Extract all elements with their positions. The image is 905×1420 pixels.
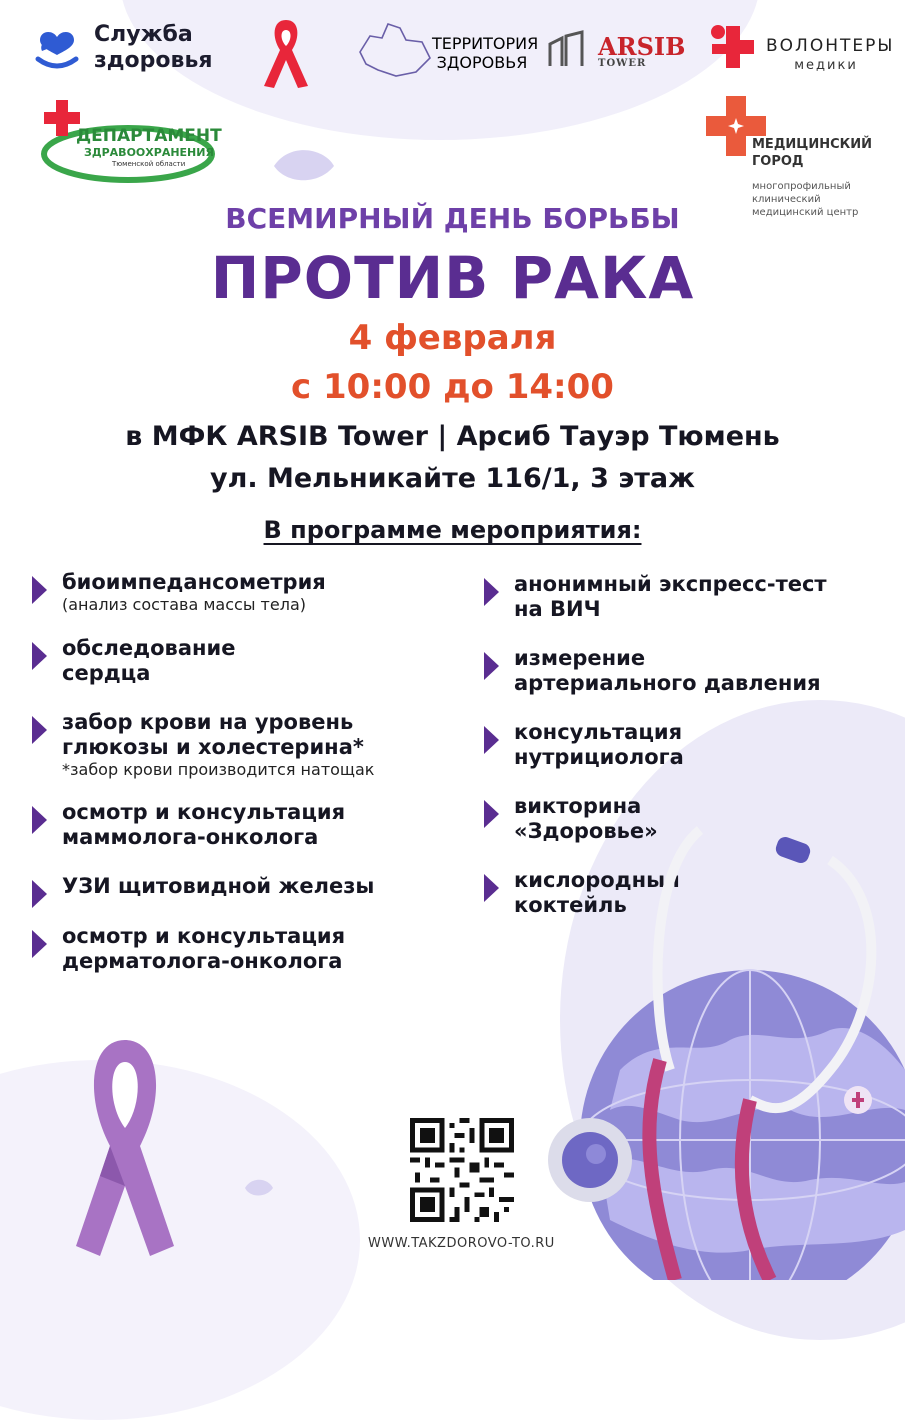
bullet-triangle-icon — [484, 652, 499, 680]
region-map-icon — [356, 18, 436, 82]
red-ribbon-icon — [258, 16, 314, 92]
program-item-title: консультация — [514, 720, 683, 744]
volontery-mediki-logo — [708, 20, 898, 76]
program-item-note: *забор крови производится натощак — [62, 760, 375, 779]
sluzhba-zdorovya-logo — [34, 22, 234, 74]
medgorod-logo-title: МЕДИЦИНСКИЙ ГОРОД — [752, 137, 873, 169]
event-address: ул. Мельникайте 116/1, 3 этаж — [209, 463, 696, 494]
program-item-title: осмотр и консультация — [62, 924, 346, 948]
bullet-triangle-icon — [484, 726, 499, 754]
program-item-title: УЗИ щитовидной железы — [62, 874, 375, 898]
program-item-note: (анализ состава массы тела) — [62, 595, 306, 614]
medgorod-logo-desc: многопрофильный клинический медицинский центр — [752, 181, 859, 218]
event-venue: в МФК ARSIB Tower | Арсиб Тауэр Тюмень — [125, 421, 780, 452]
plus-badge-icon — [844, 1086, 872, 1114]
globe-stethoscope-illustration — [500, 810, 905, 1280]
background-blob-bottom-left — [0, 1060, 360, 1420]
building-icon — [548, 30, 590, 68]
decorative-leaf-icon — [244, 1178, 274, 1198]
program-item-title-cont: нутрициолога — [514, 745, 684, 769]
sluzhba-logo-text: Служба здоровья — [94, 22, 213, 73]
program-item-title: кислородный — [514, 868, 680, 892]
decorative-leaf-icon — [272, 146, 336, 186]
program-item-title: обследование — [62, 636, 236, 660]
program-item-title-cont: маммолога-онколога — [62, 825, 319, 849]
program-item-title: измерение — [514, 646, 646, 670]
lilac-ribbon-icon — [70, 1036, 180, 1260]
program-item-title-cont: сердца — [62, 661, 151, 685]
program-item-title: осмотр и консультация — [62, 800, 346, 824]
event-title-line1: ВСЕМИРНЫЙ ДЕНЬ БОРЬБЫ — [225, 202, 680, 235]
department-logo-region: Тюменской области — [112, 160, 186, 168]
event-date: 4 февраля — [348, 318, 557, 358]
department-logo-sub: ЗДРАВООХРАНЕНИЯ — [84, 146, 214, 159]
website-url[interactable]: WWW.TAKZDOROVO-TO.RU — [368, 1236, 555, 1251]
bullet-triangle-icon — [32, 930, 47, 958]
bullet-triangle-icon — [484, 800, 499, 828]
program-item-title: забор крови на уровень — [62, 710, 354, 734]
event-title-line2: ПРОТИВ РАКА — [210, 244, 695, 312]
program-item-title: викторина — [514, 794, 642, 818]
bullet-triangle-icon — [484, 578, 499, 606]
bullet-triangle-icon — [32, 880, 47, 908]
territoriya-logo-text: ТЕРРИТОРИЯ ЗДОРОВЬЯ — [432, 34, 539, 72]
volontery-logo-sub: медики — [794, 58, 858, 73]
program-item-title: биоимпедансометрия — [62, 570, 326, 594]
department-health-logo — [36, 96, 222, 186]
volontery-logo-title: ВОЛОНТЕРЫ — [766, 36, 895, 56]
program-item-title-cont: на ВИЧ — [514, 597, 601, 621]
bullet-triangle-icon — [32, 642, 47, 670]
department-logo-title: ДЕПАРТАМЕНТ — [76, 126, 222, 146]
program-item-title-cont: дерматолога-онколога — [62, 949, 343, 973]
medical-cross-icon — [708, 22, 758, 72]
program-heading: В программе мероприятия: — [263, 516, 642, 544]
bullet-triangle-icon — [32, 576, 47, 604]
program-item-title-cont: коктейль — [514, 893, 627, 917]
territoriya-zdorovya-logo — [356, 18, 539, 84]
bullet-triangle-icon — [484, 874, 499, 902]
program-item-title-cont: артериального давления — [514, 671, 821, 695]
arsib-logo-sub: TOWER — [598, 58, 647, 69]
program-item-title-cont: «Здоровье» — [514, 819, 658, 843]
arsib-logo-name: ARSIB — [598, 32, 686, 61]
program-item-title: анонимный экспресс-тест — [514, 572, 827, 596]
program-item-title-cont: глюкозы и холестерина* — [62, 735, 364, 759]
qr-code[interactable] — [410, 1118, 514, 1222]
bullet-triangle-icon — [32, 716, 47, 744]
heart-smile-icon — [34, 25, 80, 71]
event-time: с 10:00 до 14:00 — [291, 367, 614, 407]
bullet-triangle-icon — [32, 806, 47, 834]
